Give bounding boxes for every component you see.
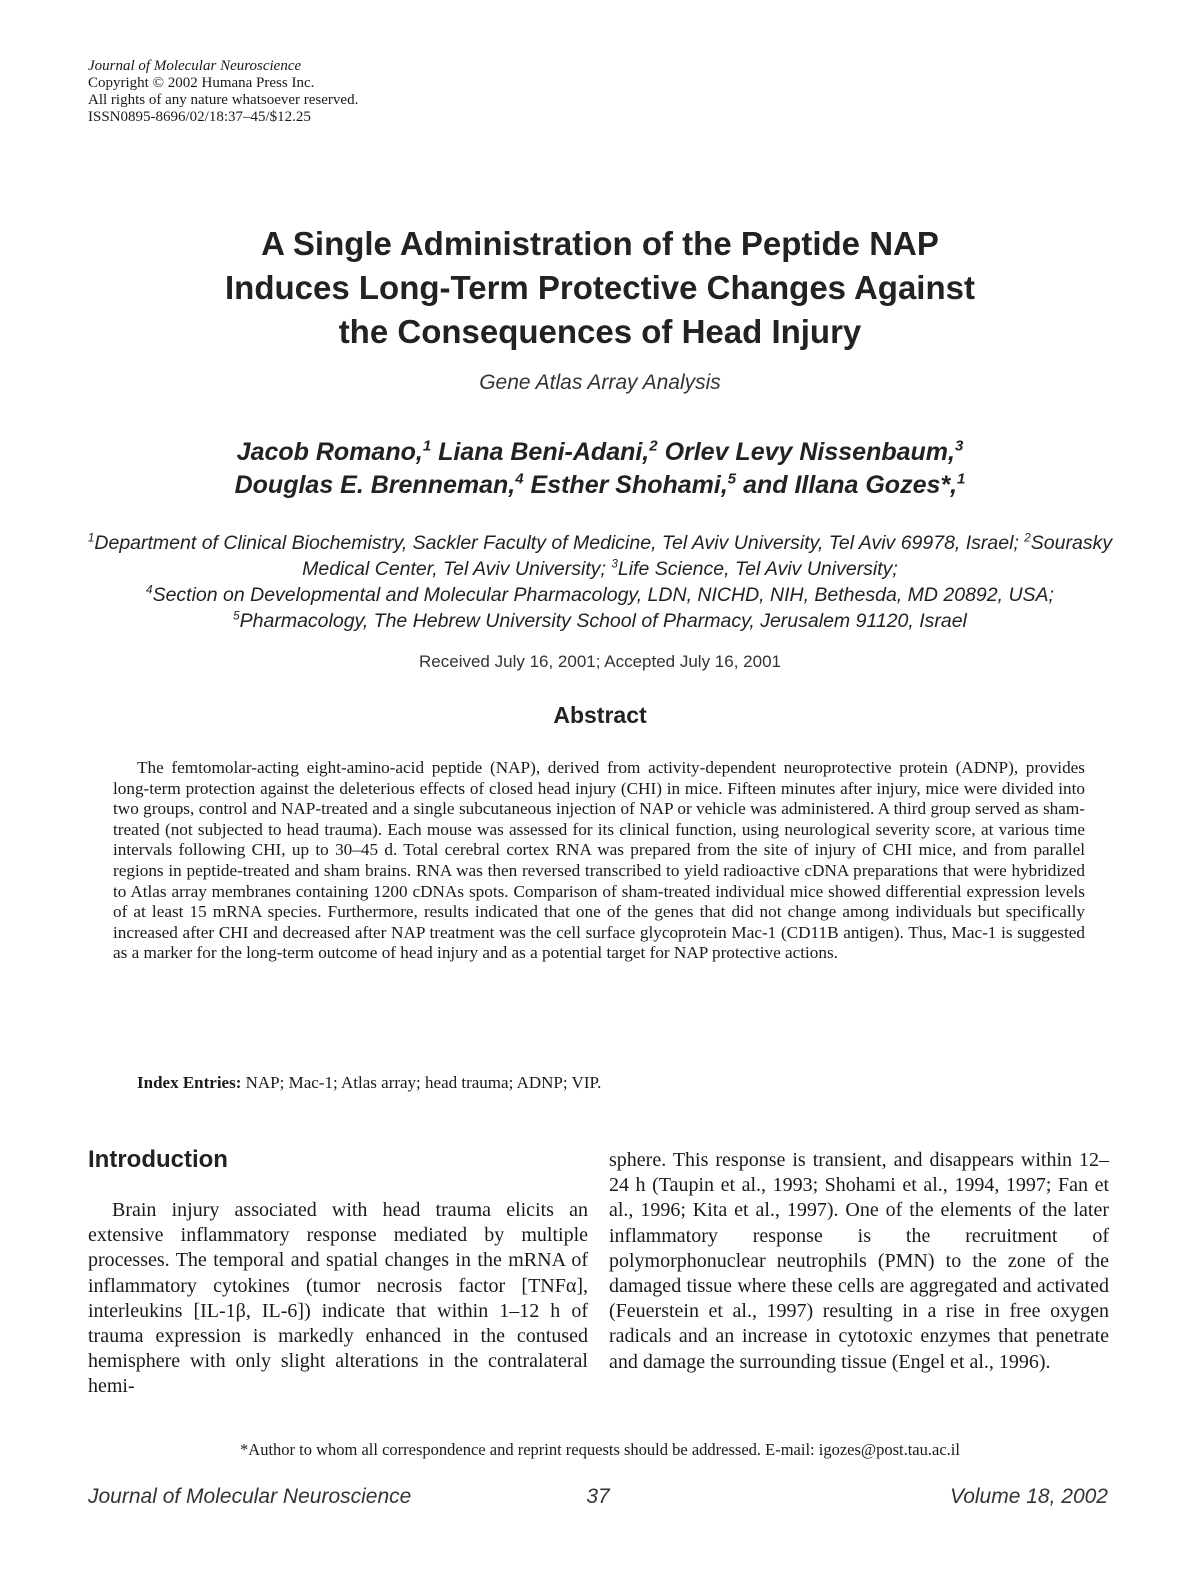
affiliation-mark: 5: [233, 609, 240, 623]
author-name: Liana Beni-Adani,: [438, 438, 650, 466]
author-line: [100, 436, 1100, 469]
author-affiliation-mark: 1: [422, 437, 432, 455]
author-name: Orlev Levy Nissenbaum,: [664, 438, 955, 466]
affiliation-text: Sourasky Medical Center, Tel Aviv University;: [302, 532, 1113, 580]
author-name: Jacob Romano,: [236, 438, 423, 466]
author-affiliation-mark: 4: [515, 470, 524, 488]
author-affiliation-mark: 2: [649, 437, 658, 455]
affiliation-mark: 3: [611, 557, 618, 571]
abstract-body: The femtomolar-acting eight-amino-acid peptide (NAP), derived from activity-dependent neuroprotective protein (ADNP), provides long-term protection against the deleterious effects of closed head injury (CHI) in mice. Fifteen minutes after injury, mice were divided into two groups, control and NAP-treated and a single subcutaneous injection of NAP or vehicle was administered. A third group served as sham-treated (not subjected to head trauma). Each mouse was assessed for its clinical function, using neurological severity score, at various time intervals following CHI, up to 30–45 d. Total cerebral cortex RNA was prepared from the site of injury of CHI mice, and from parallel regions in peptide-treated and sham brains. RNA was then reversed transcribed to yield radioactive cDNA preparations that were hybridized to Atlas array membranes containing 1200 cDNAs spots. Comparison of sham-treated individual mice showed differential expression levels of at least 15 mRNA species. Furthermore, results indicated that one of the genes that did not change among individuals but specifically increased after CHI and decreased after NAP treatment was the cell surface glycoprotein Mac-1 (CD11B antigen). Thus, Mac-1 is suggested as a marker for the long-term outcome of head injury and as a potential target for NAP protective actions.: [113, 758, 1085, 963]
affiliations: [80, 530, 1120, 634]
author-name: Esther Shohami,: [530, 471, 728, 499]
footer-volume: Volume 18, 2002: [949, 1485, 1108, 1508]
affiliation-mark: 1: [87, 531, 95, 545]
title-line: the Consequences of Head Injury: [338, 313, 862, 350]
index-entries-text: NAP; Mac-1; Atlas array; head trauma; ADNP; VIP.: [241, 1073, 602, 1092]
header-issn: ISSN0895-8696/02/18:37–45/$12.25: [88, 109, 311, 125]
author-affiliation-mark: 5: [727, 470, 737, 488]
page-footer: [88, 1485, 1108, 1513]
received-accepted-dates: Received July 16, 2001; Accepted July 16, 2001: [419, 652, 781, 671]
index-entries: [113, 1073, 1085, 1093]
title-line: A Single Administration of the Peptide NAP: [261, 225, 939, 262]
affiliation-text: Pharmacology, The Hebrew University School of Pharmacy, Jerusalem 91120, Israel: [239, 610, 967, 632]
paper-title: [100, 222, 1100, 354]
paper-subtitle: Gene Atlas Array Analysis: [479, 371, 721, 394]
affiliation-text: Department of Clinical Biochemistry, Sackler Faculty of Medicine, Tel Aviv University, Tel Aviv 69978, Israel;: [94, 532, 1025, 554]
affiliation-mark: 4: [146, 583, 153, 597]
page-number: 37: [586, 1485, 610, 1508]
introduction-column-2: sphere. This response is transient, and disappears within 12–24 h (Taupin et al., 1993; Shohami et al., 1994, 1997; Fan et al., 1996; Kita et al., 1997). One of the elements of the later inflammatory response is the recruitment of polymorphonuclear neutrophils (PMN) to the zone of the damaged tissue where these cells are aggregated and activated (Feuerstein et al., 1997) resulting in a rise in free oxygen radicals and an increase in cytotoxic enzymes that penetrate and damage the surrounding tissue (Engel et al., 1996).: [609, 1149, 1109, 1373]
affiliation-text: Section on Developmental and Molecular Pharmacology, LDN, NICHD, NIH, Bethesda, MD 20892, USA;: [152, 584, 1054, 606]
abstract-heading: Abstract: [553, 702, 647, 728]
header-copyright: Copyright © 2002 Humana Press Inc.: [88, 75, 315, 91]
journal-header: [88, 58, 688, 126]
footer-journal-name: Journal of Molecular Neuroscience: [88, 1485, 412, 1508]
introduction-column-1: Brain injury associated with head trauma elicits an extensive inflammatory response mediated by multiple processes. The temporal and spatial changes in the mRNA of inflammatory cytokines (tumor necrosis factor [TNFα], interleukins [IL-1β, IL-6]) indicate that within 1–12 h of trauma expression is markedly enhanced in the contused hemisphere with only slight alterations in the contralateral hemi-: [88, 1199, 588, 1398]
index-entries-label: Index Entries:: [137, 1073, 242, 1092]
author-name: and Illana Gozes*,: [743, 471, 958, 499]
section-heading-introduction: Introduction: [88, 1146, 228, 1173]
title-line: Induces Long-Term Protective Changes Against: [225, 269, 975, 306]
correspondence-footnote: *Author to whom all correspondence and reprint requests should be addressed. E-mail: igozes@post.tau.ac.il: [240, 1440, 960, 1459]
header-rights: All rights of any nature whatsoever reserved.: [88, 92, 359, 108]
affiliation-mark: 2: [1024, 531, 1031, 545]
author-affiliation-mark: 1: [957, 470, 966, 488]
affiliation-text: Life Science, Tel Aviv University;: [617, 558, 898, 580]
author-list: [100, 436, 1100, 502]
author-name: Douglas E. Brenneman,: [234, 471, 516, 499]
header-journal-name: Journal of Molecular Neuroscience: [88, 58, 302, 74]
author-affiliation-mark: 3: [954, 437, 964, 455]
author-line: [100, 469, 1100, 502]
